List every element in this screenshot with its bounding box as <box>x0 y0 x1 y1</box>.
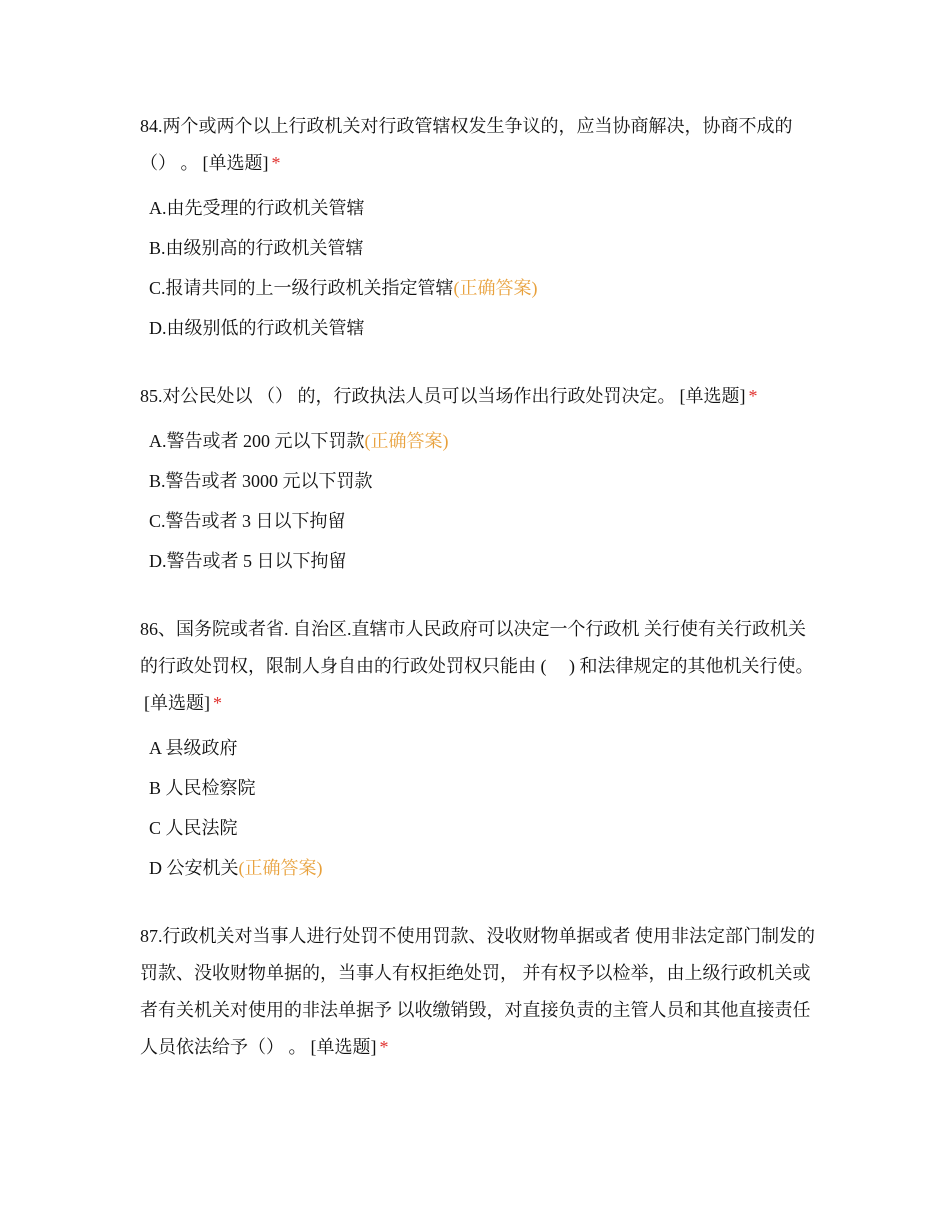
question-type-label: [单选题] <box>679 386 746 406</box>
option-c <box>149 268 820 308</box>
question-text <box>140 611 820 722</box>
question-stem: 87.行政机关对当事人进行处罚不使用罚款、没收财物单据或者 使用非法定部门制发的罚款、没收财物单据的，当事人有权拒绝处罚， 并有权予以检举，由上级行政机关或者有关机关对使用的非法单据予 以收缴销毁，对直接负责的主管人员和其他直接责任人员依法给予（） 。 <box>140 926 815 1057</box>
question-type-label: [单选题] <box>310 1037 377 1057</box>
option-b <box>149 228 820 268</box>
question-stem: 85.对公民处以 （） 的，行政执法人员可以当场作出行政处罚决定。 <box>140 386 676 406</box>
question-87 <box>140 918 820 1066</box>
option-label: D 公安机关 <box>149 858 239 878</box>
option-a <box>149 421 820 461</box>
question-84 <box>140 108 820 348</box>
correct-answer-mark: (正确答案) <box>364 431 449 451</box>
quiz-document <box>140 108 820 1096</box>
option-b <box>149 461 820 501</box>
option-label: C.警告或者 3 日以下拘留 <box>149 511 346 531</box>
option-label: B 人民检察院 <box>149 778 256 798</box>
option-list <box>140 421 820 581</box>
option-list <box>140 728 820 888</box>
question-stem: 84.两个或两个以上行政机关对行政管辖权发生争议的，应当协商解决，协商不成的 （） 。 <box>140 116 793 173</box>
question-stem: 86、国务院或者省. 自治区.直辖市人民政府可以决定一个行政机 关行使有关行政机关的行政处罚权，限制人身自由的行政处罚权只能由 ( ) 和法律规定的其他机关行使。 <box>140 619 814 676</box>
required-star: * <box>748 386 758 406</box>
option-label: C 人民法院 <box>149 818 238 838</box>
question-type-label: [单选题] <box>144 693 210 713</box>
question-86 <box>140 611 820 888</box>
option-d <box>149 848 820 888</box>
correct-answer-mark: (正确答案) <box>238 858 323 878</box>
option-label: A 县级政府 <box>149 738 238 758</box>
required-star: * <box>379 1037 389 1057</box>
option-label: C.报请共同的上一级行政机关指定管辖 <box>149 278 454 298</box>
question-85 <box>140 378 820 581</box>
option-label: A.由先受理的行政机关管辖 <box>149 198 365 218</box>
required-star: * <box>213 693 222 713</box>
option-c <box>149 808 820 848</box>
option-b <box>149 768 820 808</box>
option-a <box>149 728 820 768</box>
question-text <box>140 108 820 182</box>
option-d <box>149 308 820 348</box>
question-text <box>140 918 820 1066</box>
option-label: D.警告或者 5 日以下拘留 <box>149 551 347 571</box>
option-c <box>149 501 820 541</box>
required-star: * <box>271 153 281 173</box>
question-type-label: [单选题] <box>202 153 269 173</box>
correct-answer-mark: (正确答案) <box>453 278 538 298</box>
option-label: D.由级别低的行政机关管辖 <box>149 318 365 338</box>
question-text <box>140 378 820 415</box>
option-a <box>149 188 820 228</box>
option-label: A.警告或者 200 元以下罚款 <box>149 431 365 451</box>
option-label: B.警告或者 3000 元以下罚款 <box>149 471 373 491</box>
option-list <box>140 188 820 348</box>
option-label: B.由级别高的行政机关管辖 <box>149 238 364 258</box>
option-d <box>149 541 820 581</box>
